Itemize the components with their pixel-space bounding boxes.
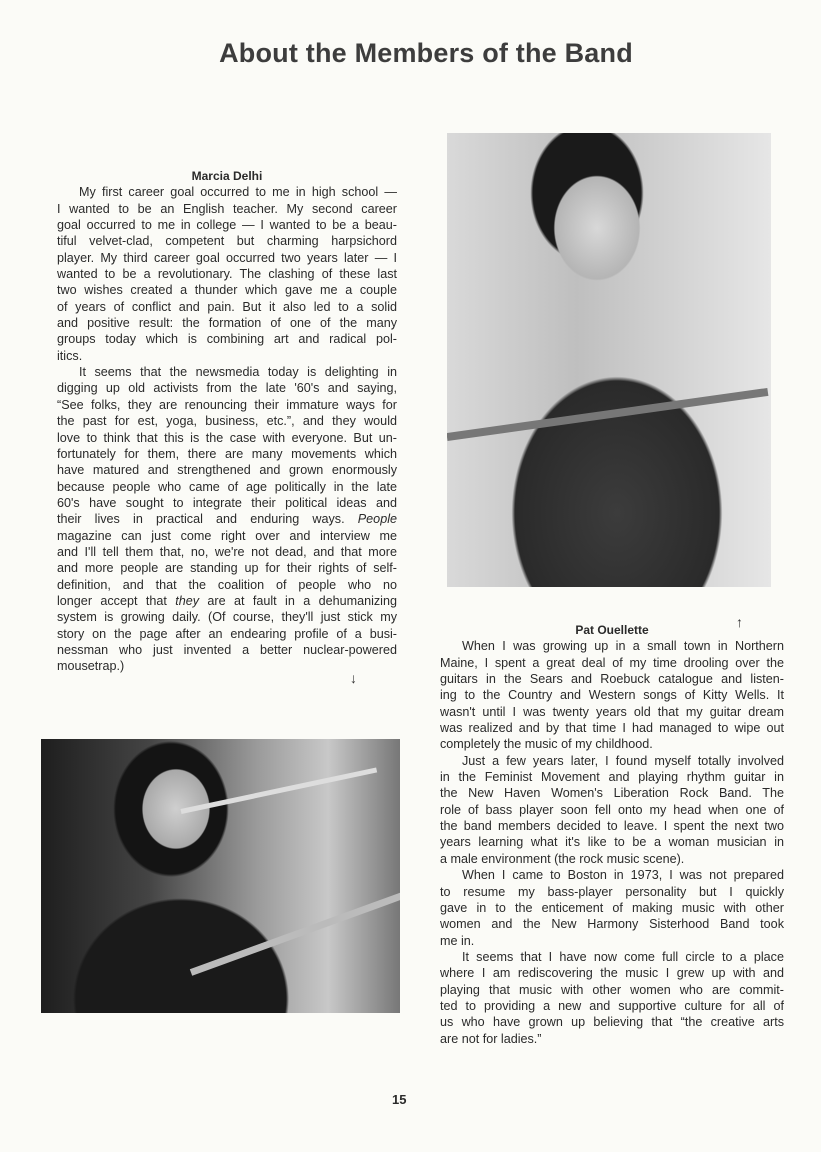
text-line: love to think that this is the case with everyone. But un- [57, 430, 397, 445]
text-line: guitars in the Sears and Roebuck catalogue and listen- [440, 672, 784, 687]
text-line: the past for est, yoga, business, etc.”, and they would [57, 414, 397, 429]
text-line: the New Haven Women's Liberation Rock Band. The [440, 786, 784, 801]
text-line: tiful velvet-clad, competent but charming harpsichord [57, 234, 397, 249]
text-line: us who have grown up believing that “the creative arts [440, 1015, 784, 1030]
author-name: Pat Ouellette [575, 623, 649, 637]
text-line: ted to providing a new and supportive culture for all of [440, 998, 784, 1013]
pat-ouellette-column [440, 622, 784, 1047]
text-line: because people who came of age politically in the late [57, 479, 397, 494]
text-line: player. My third career goal occurred two years later — I [57, 250, 397, 265]
page-title: About the Members of the Band [219, 38, 633, 68]
text-line: story on the page after an endearing profile of a busi- [57, 626, 397, 641]
mandolin-neck [190, 891, 400, 976]
text-line: goal occurred to me in college — I wanted to be a beau- [57, 218, 397, 233]
text-line: and more people are standing up for their rights of self- [57, 561, 397, 576]
text-line: a male environment (the rock music scene). [440, 851, 685, 866]
text-line: their lives in practical and enduring ways. People [57, 512, 397, 527]
text-line: have matured and strengthened and grown enormously [57, 463, 397, 478]
text-line: role of bass player soon fell onto my head when one of [440, 802, 784, 817]
text-line: When I was growing up in a small town in Northern [462, 639, 784, 654]
text-line: and positive result: the formation of one of the many [57, 316, 397, 331]
text-line: women and the New Harmony Sisterhood Band took [440, 917, 784, 932]
text-line: It seems that I have now come full circle to a place [462, 949, 784, 964]
text-line: itics. [57, 348, 83, 363]
author-name: Marcia Delhi [191, 169, 263, 183]
text-line: Just a few years later, I found myself totally involved [462, 753, 784, 768]
text-line: to resume my bass-player personality but I quickly [440, 884, 784, 899]
text-line: longer accept that they are at fault in a dehumanizing [57, 593, 397, 608]
arrow-up-icon: ↑ [736, 614, 743, 630]
text-line: groups today which is combining art and radical pol- [57, 332, 397, 347]
text-line: wanted to be a revolutionary. The clashing of these last [57, 267, 397, 282]
text-line: It seems that the newsmedia today is delighting in [79, 365, 397, 380]
arrow-down-icon: ↓ [350, 670, 357, 686]
text-line: digging up old activists from the late '60's and saying, [57, 381, 397, 396]
text-line: Maine, I spent a great deal of my time drooling over the [440, 655, 784, 670]
text-line: playing that music with other women who are commit- [440, 982, 784, 997]
text-line: “See folks, they are renouncing their immature ways for [57, 397, 397, 412]
text-line: mousetrap.) [57, 659, 125, 674]
text-line: where I am rediscovering the music I grew up with and [440, 966, 784, 981]
text-line: are not for ladies.” [440, 1031, 542, 1046]
text-line: wasn't until I was twenty years old that my guitar dream [440, 704, 784, 719]
text-line: magazine can just come right over and interview me [57, 528, 397, 543]
text-line: fortunately for them, there are many movements which [57, 446, 397, 461]
text-line: gave in to the enticement of making music with other [440, 900, 784, 915]
text-line: system is growing daily. (Of course, they'll just stick my [57, 610, 397, 625]
text-line: definition, and that the coalition of people who no [57, 577, 397, 592]
photo-pat-ouellette-bass [447, 133, 771, 587]
article-body [57, 184, 397, 674]
page-number: 15 [392, 1092, 407, 1107]
text-line: in the Feminist Movement and playing rhythm guitar in [440, 770, 784, 785]
text-line: me in. [440, 933, 475, 948]
bass-neck [447, 388, 768, 441]
marcia-delhi-column [57, 168, 397, 675]
text-line: was realized and by that time I had managed to wipe out [440, 721, 784, 736]
text-line: two wishes created a thunder which gave me a couple [57, 283, 397, 298]
text-line: years learning what it's like to be a woman musician in [440, 835, 784, 850]
text-line: I wanted to be an English teacher. My second career [57, 201, 397, 216]
text-line: 60's have sought to integrate their political ideas and [57, 495, 397, 510]
text-line: My first career goal occurred to me in high school — [79, 185, 397, 200]
text-line: the band members decided to leave. I spent the next two [440, 819, 784, 834]
text-line: and I'll tell them that, no, we're not dead, and that more [57, 544, 397, 559]
text-line: of years of conflict and pain. But it also led to a solid [57, 299, 397, 314]
text-line: nessman who just invented a better nuclear-powered [57, 642, 397, 657]
text-line: ing to the Country and Western songs of Kitty Wells. It [440, 688, 784, 703]
photo-marcia-delhi-mandolin [41, 739, 400, 1013]
article-body [440, 638, 784, 1047]
text-line: completely the music of my childhood. [440, 737, 653, 752]
text-line: When I came to Boston in 1973, I was not prepared [462, 868, 784, 883]
microphone [180, 767, 377, 813]
